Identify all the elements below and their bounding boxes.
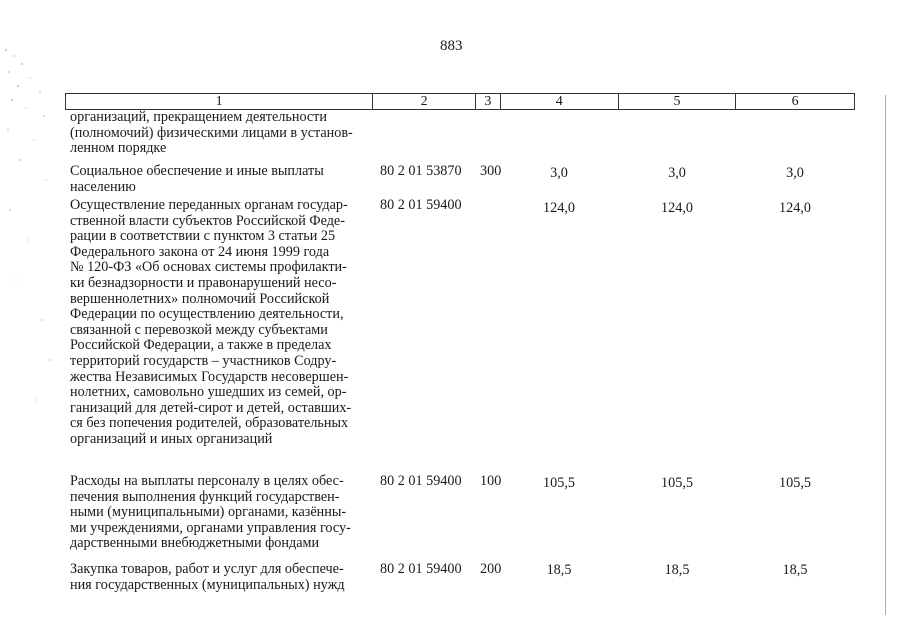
desc-line: жества Независимых Государств несовершен- <box>70 368 349 385</box>
desc-line: Закупка товаров, работ и услуг для обеспече- <box>70 561 344 577</box>
desc-line: Осуществление переданных органам государ- <box>70 197 348 213</box>
row-description <box>70 562 368 593</box>
desc-line: рации в соответствии с пунктом 3 статьи 25 <box>70 228 336 245</box>
desc-line: ки безнадзорности и правонарушений несо- <box>70 274 337 291</box>
row-value-col6: 105,5 <box>779 475 811 491</box>
row-value-col4: 3,0 <box>550 165 568 181</box>
row-value-col5: 124,0 <box>661 200 693 216</box>
row-code: 80 2 01 59400 <box>380 197 462 213</box>
row-description <box>70 474 368 552</box>
desc-line: ми учреждениями, органами управления госу- <box>70 519 351 536</box>
row-value-col6: 18,5 <box>782 562 808 578</box>
desc-line: населению <box>70 178 136 195</box>
desc-line: № 120-ФЗ «Об основах системы профилакти- <box>70 259 347 276</box>
row-expense-type: 100 <box>480 473 502 489</box>
row-code: 80 2 01 59400 <box>380 561 462 577</box>
row-expense-type: 300 <box>480 163 502 179</box>
desc-line: Российской Федерации, а также в пределах <box>70 337 332 354</box>
desc-line: вершеннолетних» полномочий Российской <box>70 290 330 307</box>
desc-line: организаций и иных организаций <box>70 430 273 447</box>
row-expense-type: 200 <box>480 561 502 577</box>
row-description <box>70 164 368 195</box>
desc-line: ными (муниципальными) органами, казённы- <box>70 504 347 521</box>
desc-line: ственной власти субъектов Российской Феде- <box>70 212 345 229</box>
row-value-col6: 3,0 <box>786 165 804 181</box>
desc-line: дарственными внебюджетными фондами <box>70 535 320 552</box>
header-col-3: 3 <box>476 94 501 109</box>
row-description <box>70 198 368 448</box>
scan-edge-noise <box>0 20 60 440</box>
page-number: 883 <box>440 38 463 54</box>
row-description <box>70 110 368 157</box>
desc-line: печения выполнения функций государствен- <box>70 488 340 505</box>
row-code: 80 2 01 53870 <box>380 163 462 179</box>
row-value-col4: 105,5 <box>543 475 575 491</box>
row-code: 80 2 01 59400 <box>380 473 462 489</box>
desc-line: нолетних, самовольно ушедших из семей, ор- <box>70 384 347 401</box>
desc-line: ния государственных (муниципальных) нужд <box>70 576 345 593</box>
desc-line: Федерального закона от 24 июня 1999 года <box>70 243 330 260</box>
row-value-col6: 124,0 <box>779 200 811 216</box>
desc-line: ся без попечения родителей, образовательных <box>70 415 349 432</box>
desc-line: территорий государств – участников Содру- <box>70 352 337 369</box>
row-value-col5: 105,5 <box>661 475 693 491</box>
row-value-col5: 18,5 <box>664 562 690 578</box>
row-value-col4: 124,0 <box>543 200 575 216</box>
desc-line: ганизаций для детей-сирот и детей, оставших- <box>70 399 352 416</box>
header-col-6: 6 <box>791 94 799 109</box>
page-edge-line <box>885 95 886 615</box>
header-col-2: 2 <box>373 94 476 109</box>
row-value-col4: 18,5 <box>546 562 572 578</box>
desc-line: (полномочий) физическими лицами в установ- <box>70 124 353 141</box>
row-value-col5: 3,0 <box>668 165 686 181</box>
desc-line: Социальное обеспечение и иные выплаты <box>70 163 324 179</box>
desc-line: связанной с перевозкой между субъектами <box>70 321 328 338</box>
table-header <box>65 93 855 110</box>
desc-line: ленном порядке <box>70 140 167 157</box>
desc-line: Расходы на выплаты персоналу в целях обес- <box>70 473 344 489</box>
header-col-4: 4 <box>501 94 619 109</box>
desc-line: организаций, прекращением деятельности <box>70 109 327 125</box>
header-col-1: 1 <box>66 94 373 109</box>
header-col-5: 5 <box>619 94 737 109</box>
desc-line: Федерации по осуществлению деятельности, <box>70 306 344 323</box>
